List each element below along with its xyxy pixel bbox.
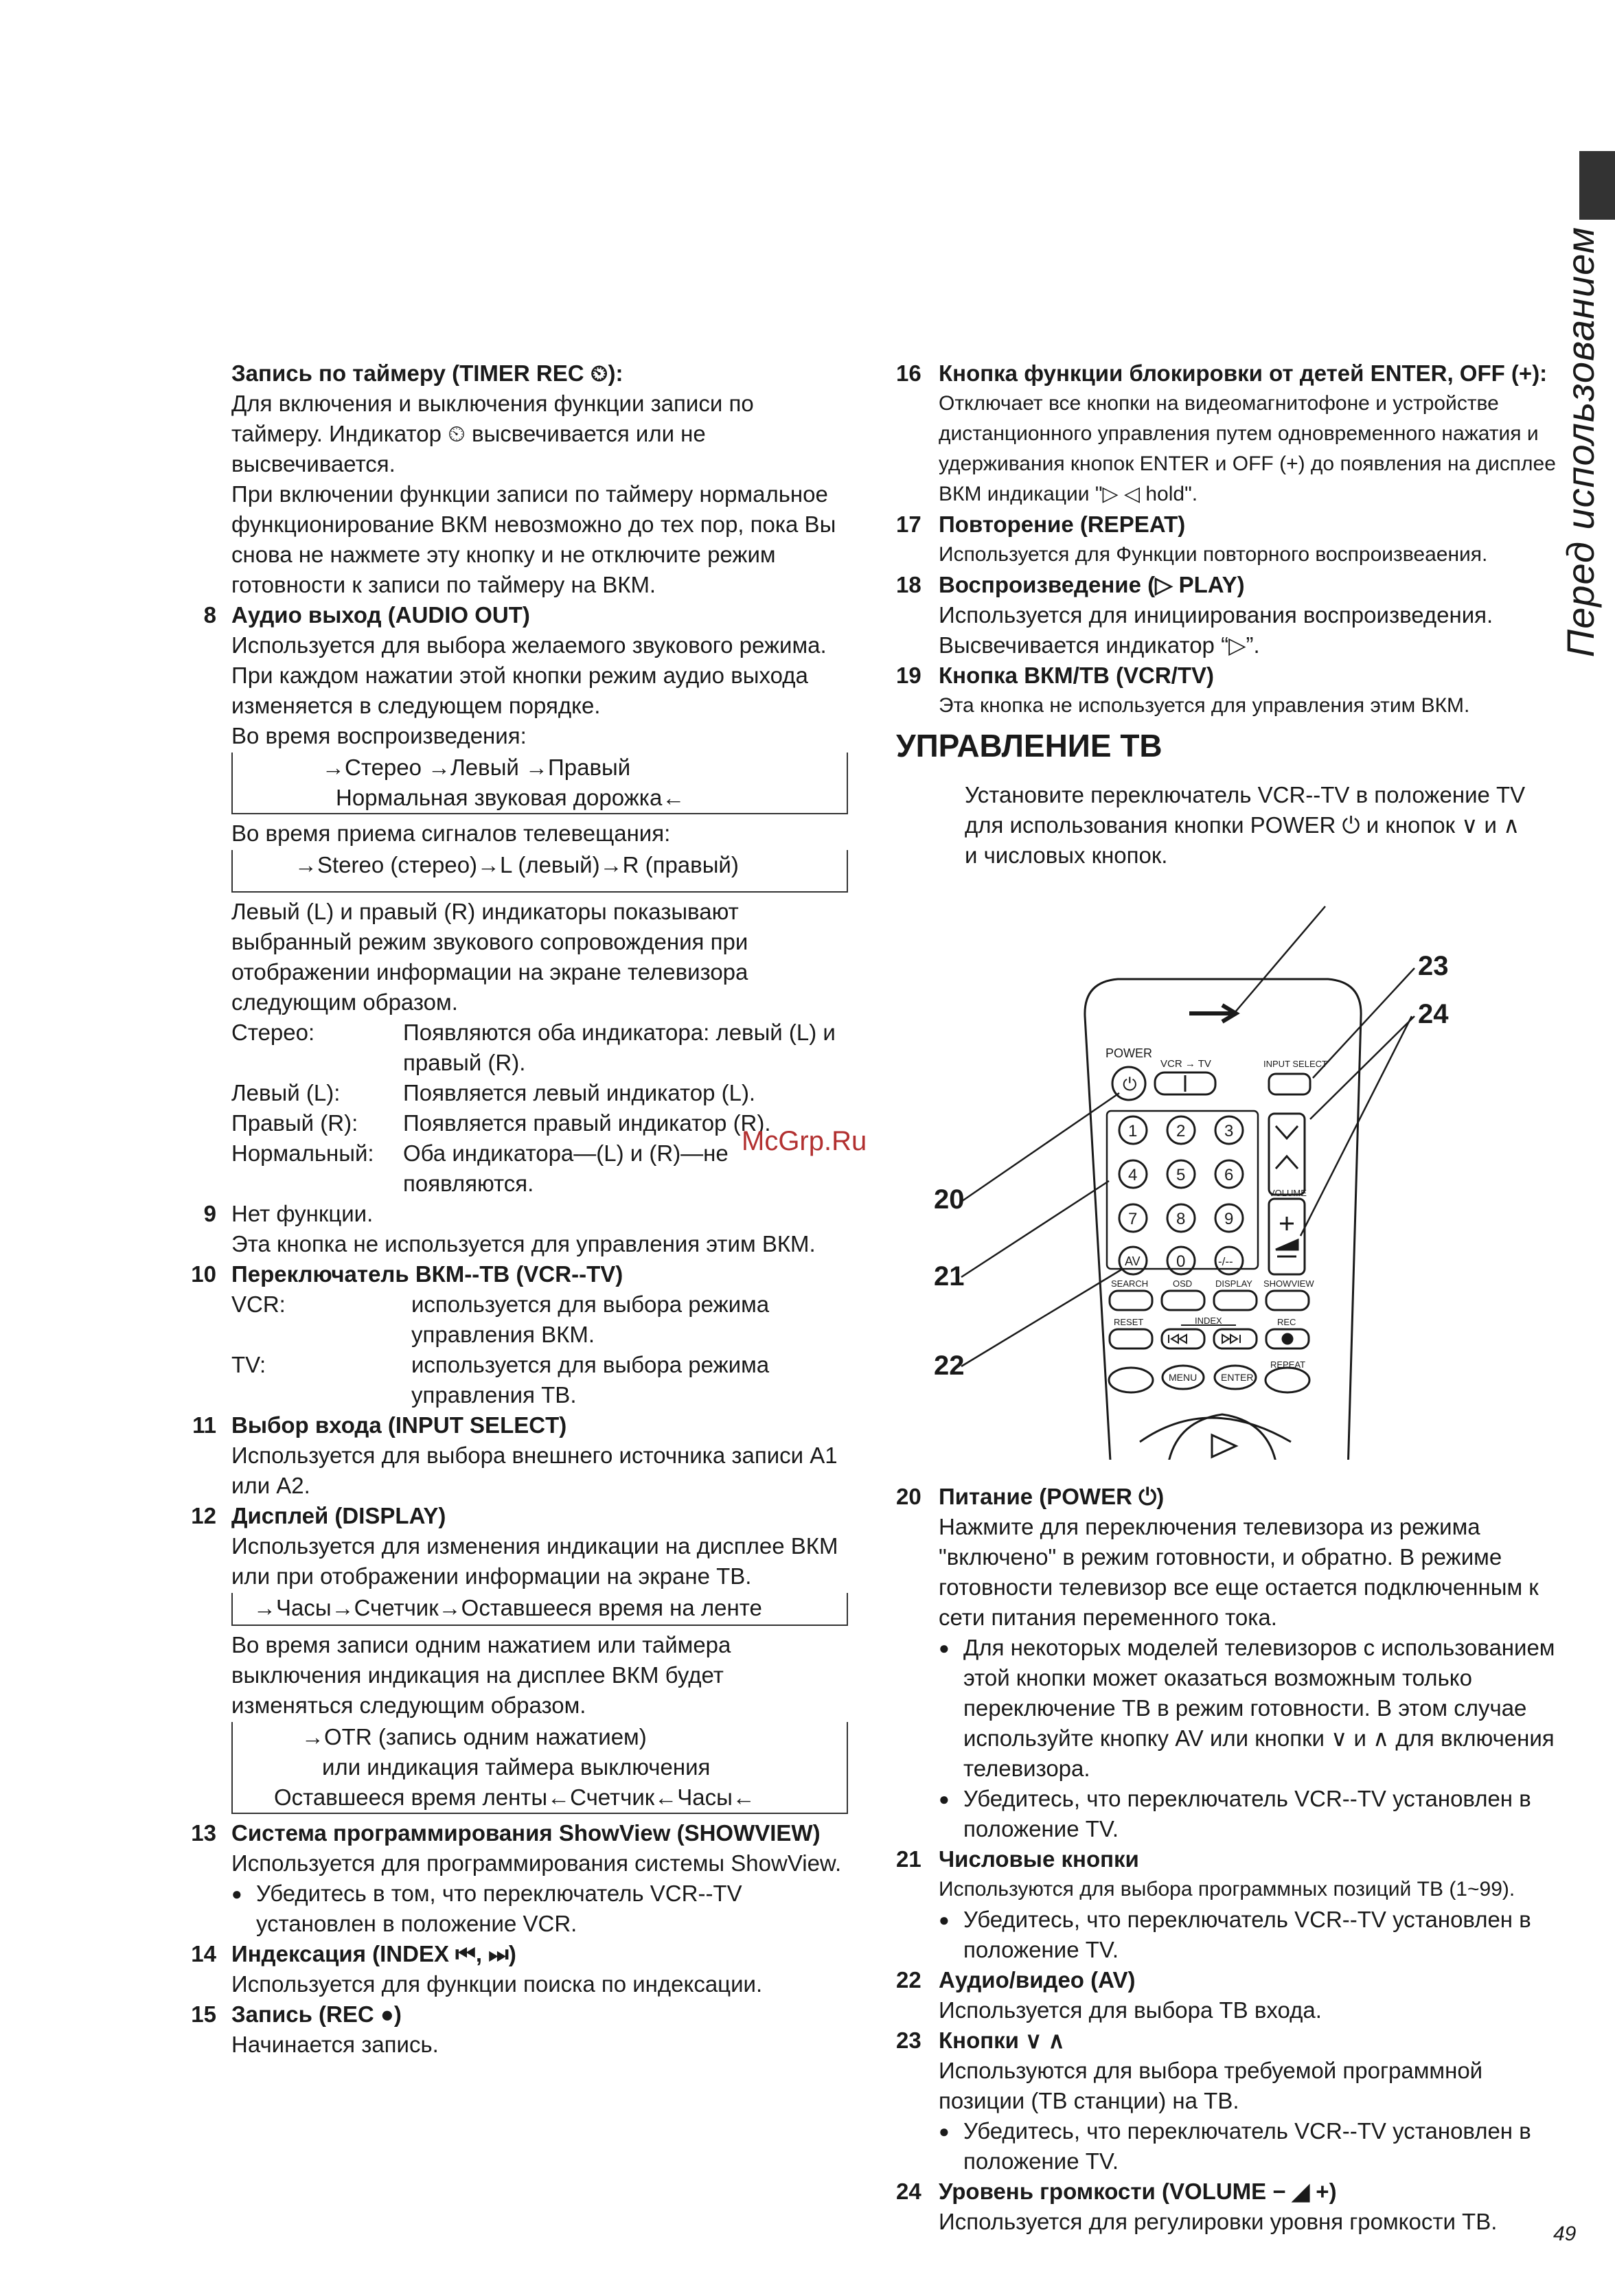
bullet-note: ● Убедитесь, что переключатель VCR--TV установлен в положение TV. [939, 1784, 1555, 1844]
timer-rec-text1: Для включения и выключения функции записи по таймеру. Индикатор ⏲ высвечивается или не высвечивается. [231, 391, 754, 477]
otr-sequence [231, 1722, 848, 1814]
item-title: Аудио/видео (AV) [939, 1967, 1136, 1993]
left-column [182, 358, 848, 2060]
remote-digit: 3 [1224, 1122, 1234, 1140]
remote-label-showview: SHOWVIEW [1263, 1278, 1314, 1289]
item-number: 12 [191, 1503, 216, 1528]
bullet-note: ● Убедитесь, что переключатель VCR--TV установлен в положение TV. [939, 1905, 1555, 1965]
definition-row [231, 1018, 848, 1078]
definition-key: Правый (R): [231, 1110, 358, 1136]
definition-value: Оба индикатора—(L) и (R)—не появляются. [403, 1140, 729, 1196]
bullet-note: ● Для некоторых моделей телевизоров с использованием этой кнопки может оказаться возможным только переключение ТВ в режим готовности. В этом случае используйте кнопку AV или кнопки ∨ и ∧ для включения телевизора. [939, 1633, 1555, 1784]
item-text: Используются для выбора требуемой программной позиции (ТВ станции) на ТВ. [939, 2058, 1483, 2113]
callout-24: 24 [1418, 999, 1449, 1029]
item-17 [896, 509, 1562, 570]
item-text: Используется для выбора ТВ входа. [939, 1997, 1322, 2023]
arrow-icon [1189, 1005, 1236, 1022]
item-number: 21 [896, 1846, 921, 1872]
callout-20: 20 [934, 1184, 965, 1215]
item-text: Используется для изменения индикации на дисплее ВКМ или при отображении информации на экране ТВ. [231, 1533, 838, 1589]
item-title: Система программирования ShowView (SHOWVIEW) [231, 1820, 821, 1846]
item-number: 14 [191, 1941, 216, 1966]
item-text: Отключает все кнопки на видеомагнитофоне и устройстве дистанционного управления путем одновременного нажатия и удерживания кнопок ENTER и OFF (+) до появления на дисплее ВКМ индикации "▷ ◁ hold". [939, 392, 1556, 505]
remote-label-menu: MENU [1169, 1372, 1198, 1383]
item-10 [182, 1259, 848, 1410]
definition-row [231, 1350, 848, 1410]
item-21 [896, 1844, 1555, 1965]
item-title: Индексация (INDEX ⏮, ⏭) [231, 1941, 516, 1966]
definition-value: используется для выбора режима управления ВКМ. [411, 1292, 770, 1347]
item-12 [182, 1501, 848, 1814]
definition-row [231, 1289, 848, 1350]
timer-rec-item [182, 358, 848, 600]
item-13 [182, 1818, 848, 1939]
audio-sequence-playback [231, 753, 848, 814]
remote-label-osd: OSD [1173, 1278, 1193, 1289]
remote-label-repeat: REPEAT [1270, 1359, 1306, 1370]
definition-key: Левый (L): [231, 1080, 341, 1105]
definition-value: Появляются оба индикатора: левый (L) и правый (R). [403, 1020, 836, 1075]
remote-digit: 1 [1128, 1122, 1138, 1140]
item-number: 9 [203, 1201, 216, 1226]
item-title: Кнопки ∨ ∧ [939, 2028, 1065, 2053]
item-title: Выбор входа (INPUT SELECT) [231, 1412, 567, 1438]
item-14 [182, 1939, 848, 1999]
remote-label-power: POWER [1106, 1046, 1153, 1060]
right-column-bottom [896, 1482, 1555, 2237]
item-title: Нет функции. [231, 1201, 374, 1226]
item-text: Используется для регулировки уровня громкости ТВ. [939, 2209, 1498, 2234]
remote-digit: 7 [1128, 1210, 1138, 1228]
item-text: Используется для выбора желаемого звукового режима. При каждом нажатии этой кнопки режим аудио выхода изменяется в следующем порядке. [231, 632, 827, 718]
definition-key: TV: [231, 1352, 266, 1377]
item-number: 17 [896, 512, 921, 537]
remote-dash: -/-- [1218, 1255, 1233, 1268]
item-9 [182, 1199, 848, 1259]
item-text: Используется для инициирования воспроизведения. Высвечивается индикатор “▷”. [939, 602, 1493, 658]
sequence-line: →OTR (запись одним нажатием) [301, 1724, 647, 1749]
remote-label-display: DISPLAY [1215, 1278, 1252, 1289]
definition-row [231, 1078, 848, 1108]
item-number: 15 [191, 2001, 216, 2027]
sequence-line: →Stereo (стерео)→L (левый)→R (правый) [295, 852, 739, 877]
item-11 [182, 1410, 848, 1501]
indicator-definitions [231, 1018, 848, 1199]
item-title: Запись (REC ●) [231, 2001, 402, 2027]
definition-key: Нормальный: [231, 1140, 374, 1166]
item-number: 24 [896, 2179, 921, 2204]
remote-digit: 5 [1176, 1166, 1186, 1184]
remote-digit: 8 [1176, 1210, 1186, 1228]
definition-value: Появляется правый индикатор (R). [403, 1110, 771, 1136]
remote-control-diagram [934, 893, 1497, 1469]
item-number: 13 [191, 1820, 216, 1846]
item-text: Эта кнопка не используется для управления этим ВКМ. [939, 694, 1470, 717]
remote-digit: 9 [1224, 1210, 1234, 1228]
item-text: Используется для программирования системы ShowView. [231, 1850, 842, 1876]
remote-label-reset: RESET [1114, 1317, 1144, 1327]
item-number: 18 [896, 572, 921, 597]
power-icon: ⏻ [1123, 1074, 1137, 1094]
item-24 [896, 2177, 1555, 2237]
remote-label-input-select: INPUT SELECT [1263, 1059, 1327, 1069]
sequence-line: или индикация таймера выключения [322, 1754, 711, 1780]
item-number: 19 [896, 663, 921, 688]
item-text: Нажмите для переключения телевизора из режима "включено" в режим готовности, и обратно. В режиме готовности телевизор все еще остается подключенным к сети питания переменного тока. [939, 1514, 1539, 1630]
channel-buttons-shape [1269, 1114, 1305, 1195]
remote-label-rec: REC [1277, 1317, 1296, 1327]
item-text: Используется для Функции повторного воспроизвеаения. [939, 543, 1488, 566]
item-title: Питание (POWER ⏻) [939, 1484, 1165, 1509]
item-23 [896, 2025, 1555, 2177]
watermark: McGrp.Ru [742, 1126, 867, 1156]
item-number: 23 [896, 2028, 921, 2053]
input-select-button-shape [1269, 1074, 1310, 1094]
item-text: Начинается запись. [231, 2032, 439, 2057]
remote-digit: 4 [1128, 1166, 1138, 1184]
playback-label: Во время воспроизведения: [231, 723, 527, 748]
definition-value: используется для выбора режима управления ТВ. [411, 1352, 770, 1408]
item-title: Воспроизведение (▷ PLAY) [939, 572, 1245, 597]
item-15 [182, 1999, 848, 2060]
item-18 [896, 570, 1562, 661]
definition-key: Стерео: [231, 1020, 315, 1045]
remote-zero: 0 [1176, 1252, 1186, 1271]
item-text: Используется для функции поиска по индексации. [231, 1971, 763, 1997]
bullet-note: ● Убедитесь, что переключатель VCR--TV установлен в положение TV. [939, 2116, 1555, 2177]
side-title: Перед использованием [1559, 227, 1602, 658]
item-22 [896, 1965, 1555, 2025]
item-text: Левый (L) и правый (R) индикаторы показывают выбранный режим звукового сопровождения при отображении информации на экране телевизора следующим образом. [231, 899, 748, 1015]
timer-rec-title: Запись по таймеру (TIMER REC ⏲): [231, 360, 623, 386]
item-number: 22 [896, 1967, 921, 1993]
callout-23: 23 [1418, 951, 1449, 981]
item-title: Уровень громкости (VOLUME − ◢ +) [939, 2179, 1337, 2204]
remote-digit: 6 [1224, 1166, 1234, 1184]
sequence-line: →Стерео →Левый →Правый [322, 755, 631, 780]
remote-av: AV [1125, 1254, 1141, 1268]
remote-label-enter: ENTER [1221, 1372, 1254, 1383]
definition-key: VCR: [231, 1292, 286, 1317]
remote-label-vcr-tv: VCR → TV [1160, 1058, 1211, 1070]
callout-22: 22 [934, 1351, 965, 1381]
remote-label-index: INDEX [1195, 1316, 1222, 1326]
timer-rec-text2: При включении функции записи по таймеру нормальное функционирование ВКМ невозможно до тех пор, пока Вы снова не нажмете эту кнопку и не отключите режим готовности к записи по таймеру на ВКМ. [231, 481, 836, 597]
page-number: 49 [1553, 2223, 1577, 2245]
item-text: Используются для выбора программных позиций ТВ (1~99). [939, 1878, 1515, 1901]
remote-label-volume: VOLUME [1269, 1188, 1307, 1198]
broadcast-label: Во время приема сигналов телевещания: [231, 820, 671, 846]
item-number: 11 [192, 1412, 216, 1438]
volume-buttons-shape [1269, 1199, 1305, 1274]
remote-digit: 2 [1176, 1122, 1186, 1140]
item-title: Аудио выход (AUDIO OUT) [231, 602, 530, 628]
item-number: 16 [896, 360, 921, 386]
item-title: Переключатель ВКМ--ТВ (VCR--TV) [231, 1261, 623, 1287]
item-title: Кнопка ВКМ/ТВ (VCR/TV) [939, 663, 1214, 688]
item-title: Повторение (REPEAT) [939, 512, 1186, 537]
section-tab-marker [1579, 151, 1615, 220]
item-title: Дисплей (DISPLAY) [231, 1503, 446, 1528]
right-column-top [896, 358, 1562, 871]
sequence-line: Нормальная звуковая дорожка← [336, 785, 685, 810]
item-text: Эта кнопка не используется для управления этим ВКМ. [231, 1231, 816, 1256]
item-number: 20 [896, 1484, 921, 1509]
item-20 [896, 1482, 1555, 1844]
bullet-note: ● Убедитесь в том, что переключатель VCR--TV установлен в положение VCR. [231, 1879, 848, 1939]
section-intro: Установите переключатель VCR--TV в положение TV для использования кнопки POWER ⏻ и кнопок ∨ и ∧ и числовых кнопок. [965, 782, 1526, 868]
definition-value: Появляется левый индикатор (L). [403, 1080, 756, 1105]
item-number: 8 [203, 602, 216, 628]
audio-sequence-broadcast [231, 850, 848, 893]
callout-21: 21 [934, 1261, 965, 1292]
display-sequence [231, 1593, 848, 1626]
item-16 [896, 358, 1562, 509]
item-title: Кнопка функции блокировки от детей ENTER, OFF (+): [939, 360, 1548, 386]
item-text: Во время записи одним нажатием или таймера выключения индикация на дисплее ВКМ будет изменяться следующим образом. [231, 1632, 731, 1718]
item-19 [896, 661, 1562, 721]
sequence-line: →Часы→Счетчик→Оставшееся время на ленте [253, 1595, 762, 1620]
sequence-line: Оставшееся время ленты←Счетчик←Часы← [274, 1784, 755, 1810]
item-text: Используется для выбора внешнего источника записи A1 или A2. [231, 1443, 838, 1498]
section-title: УПРАВЛЕНИЕ ТВ [896, 728, 1162, 764]
item-number: 10 [191, 1261, 216, 1287]
item-8 [182, 600, 848, 1199]
remote-label-search: SEARCH [1111, 1278, 1149, 1289]
item-title: Числовые кнопки [939, 1846, 1139, 1872]
